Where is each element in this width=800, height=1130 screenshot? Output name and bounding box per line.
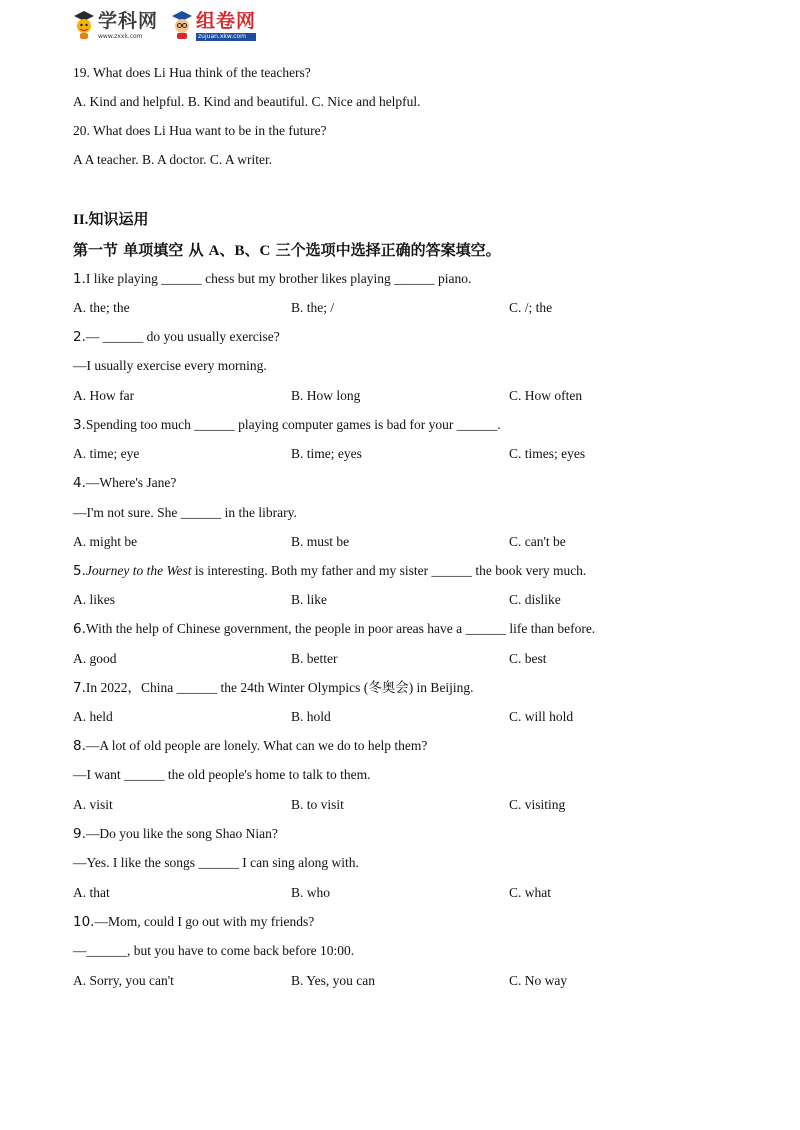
question-text: With the help of Chinese government, the people in poor areas have a ______ life than before.	[85, 621, 596, 636]
question-text: —Do you like the song Shao Nian?	[85, 826, 278, 841]
question-8-option-a[interactable]: A. visit	[73, 797, 113, 812]
question-6-stem	[73, 620, 595, 638]
question-20-options: A A teacher. B. A doctor. C. A writer.	[73, 152, 273, 167]
question-2-option-b[interactable]: B. How long	[291, 388, 361, 403]
question-1-option-c[interactable]: C. /; the	[509, 300, 553, 315]
question-9-option-c[interactable]: C. what	[509, 885, 551, 900]
question-2-option-a[interactable]: A. How far	[73, 388, 135, 403]
question-10-option-a[interactable]: A. Sorry, you can't	[73, 973, 174, 988]
question-6-option-c[interactable]: C. best	[509, 651, 547, 666]
question-2-stem	[73, 328, 280, 346]
question-number: 6.	[73, 621, 86, 637]
question-10-option-b[interactable]: B. Yes, you can	[291, 973, 376, 988]
xuekewang-logo-text: 学科网	[98, 10, 159, 32]
zujuanwang-url: zujuan.xkw.com	[196, 33, 256, 41]
question-9-option-b[interactable]: B. who	[291, 885, 331, 900]
question-1-option-b[interactable]: B. the; /	[291, 300, 335, 315]
question-4-option-b[interactable]: B. must be	[291, 534, 350, 549]
question-7-option-c[interactable]: C. will hold	[509, 709, 574, 724]
part-two-title: 知识运用	[88, 210, 149, 228]
question-10-option-c[interactable]: C. No way	[509, 973, 568, 988]
book-title: Journey to the West	[85, 563, 192, 578]
question-number: 7.	[73, 680, 86, 696]
question-7-option-b[interactable]: B. hold	[291, 709, 331, 724]
question-number: 9.	[73, 826, 86, 842]
section-one-prefix: 第一节 单项填空 从	[73, 241, 209, 259]
question-9-option-a[interactable]: A. that	[73, 885, 110, 900]
question-1-stem	[73, 270, 471, 288]
xuekewang-logo[interactable]	[72, 10, 158, 41]
question-8-option-b[interactable]: B. to visit	[291, 797, 344, 812]
question-1-option-a[interactable]: A. the; the	[73, 300, 130, 315]
question-text: Spending too much ______ playing computer games is bad for your ______.	[85, 417, 501, 432]
zujuanwang-logo[interactable]	[170, 10, 256, 41]
question-8-option-c[interactable]: C. visiting	[509, 797, 566, 812]
question-number: 1.	[73, 271, 86, 287]
question-4-stem	[73, 474, 176, 492]
question-number: 4.	[73, 475, 86, 491]
question-text: —Where's Jane?	[85, 475, 177, 490]
question-9-response: —Yes. I like the songs ______ I can sing along with.	[73, 855, 359, 870]
section-one-letters: A、B、C	[208, 243, 271, 259]
question-number: 10.	[73, 914, 95, 930]
student-icon	[170, 10, 194, 40]
page-header	[72, 10, 268, 50]
question-5-option-a[interactable]: A. likes	[73, 592, 115, 607]
question-5-stem	[73, 562, 586, 580]
question-9-stem	[73, 825, 278, 843]
part-two-heading	[73, 208, 148, 229]
question-5-option-c[interactable]: C. dislike	[509, 592, 561, 607]
question-8-stem	[73, 737, 427, 755]
question-4-option-c[interactable]: C. can't be	[509, 534, 566, 549]
question-text: — ______ do you usually exercise?	[85, 329, 280, 344]
question-text: I like playing ______ chess but my brother likes playing ______ piano.	[85, 271, 472, 286]
question-3-stem	[73, 416, 501, 434]
question-19-stem: 19. What does Li Hua think of the teachers?	[73, 65, 311, 80]
question-number: 8.	[73, 738, 86, 754]
question-10-stem	[73, 913, 314, 931]
question-2-response: —I usually exercise every morning.	[73, 358, 267, 373]
zujuanwang-logo-text: 组卷网	[196, 10, 257, 32]
question-3-option-b[interactable]: B. time; eyes	[291, 446, 362, 461]
question-number: 2.	[73, 329, 86, 345]
question-5-option-b[interactable]: B. like	[291, 592, 327, 607]
question-2-option-c[interactable]: C. How often	[509, 388, 583, 403]
question-7-option-a[interactable]: A. held	[73, 709, 113, 724]
question-number: 5.	[73, 563, 86, 579]
part-two-number: II.	[73, 212, 89, 228]
question-number: 3.	[73, 417, 86, 433]
question-6-option-a[interactable]: A. good	[73, 651, 117, 666]
xuekewang-url: www.zxxk.com	[98, 33, 143, 40]
question-text: —A lot of old people are lonely. What can we do to help them?	[85, 738, 428, 753]
question-4-option-a[interactable]: A. might be	[73, 534, 138, 549]
question-text: —Mom, could I go out with my friends?	[94, 914, 315, 929]
question-text: is interesting. Both my father and my sister ______ the book very much.	[191, 563, 587, 578]
question-6-option-b[interactable]: B. better	[291, 651, 338, 666]
question-4-response: —I'm not sure. She ______ in the library.	[73, 505, 297, 520]
mascot-icon	[72, 10, 96, 40]
question-7-stem	[73, 679, 474, 697]
question-3-option-c[interactable]: C. times; eyes	[509, 446, 586, 461]
question-8-response: —I want ______ the old people's home to talk to them.	[73, 767, 371, 782]
question-20-stem: 20. What does Li Hua want to be in the future?	[73, 123, 327, 138]
section-one-instructions	[73, 239, 501, 260]
question-10-response: —______, but you have to come back before 10:00.	[73, 943, 355, 958]
question-19-options: A. Kind and helpful. B. Kind and beautiful. C. Nice and helpful.	[73, 94, 421, 109]
question-text: In 2022，China ______ the 24th Winter Olympics (冬奥会) in Beijing.	[85, 680, 474, 695]
question-3-option-a[interactable]: A. time; eye	[73, 446, 140, 461]
section-one-suffix: 三个选项中选择正确的答案填空。	[270, 241, 501, 259]
